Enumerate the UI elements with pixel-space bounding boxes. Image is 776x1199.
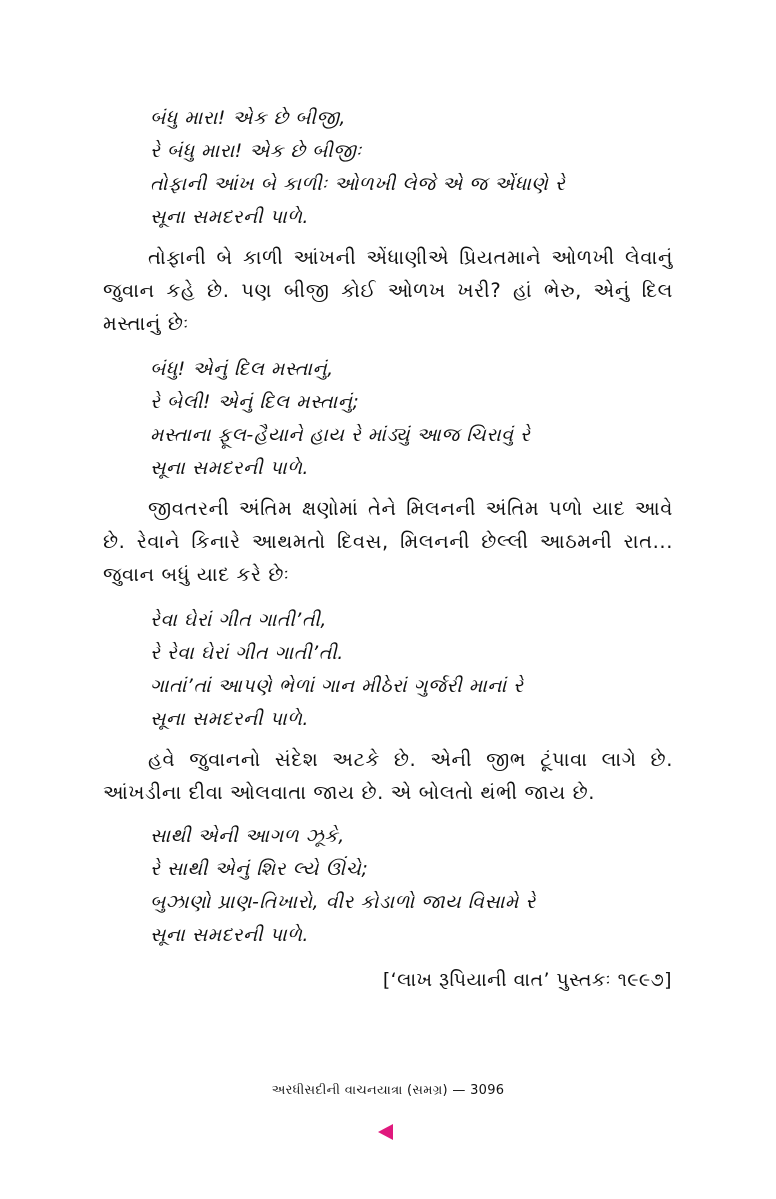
verse-line: રે બંધુ મારા! એક છે બીજીઃ bbox=[150, 140, 362, 162]
verse-line: રે સાથી એનું શિર લ્યે ઊંચે; bbox=[150, 858, 369, 880]
poem-stanza-1 bbox=[150, 102, 690, 234]
verse-line: સૂના સમદરની પાળે. bbox=[150, 457, 309, 479]
poem-stanza-4 bbox=[150, 820, 690, 952]
back-arrow-icon[interactable] bbox=[378, 1124, 393, 1140]
prose-paragraph-2 bbox=[103, 492, 673, 591]
verse-line: સૂના સમદરની પાળે. bbox=[150, 206, 309, 228]
verse-line: રેવા ઘેરાં ગીત ગાતી’તી, bbox=[150, 609, 327, 631]
paragraph-text: તોફાની બે કાળી આંખની એંધાણીએ પ્રિયતમાને ઓળખી લેવાનું જુવાન કહે છે. પણ બીજી કોઈ ઓળખ ખરી? હાં ભેરુ, એનું દિલ મસ્તાનું છેઃ bbox=[103, 246, 673, 335]
prose-paragraph-1 bbox=[103, 241, 673, 340]
page-footer: અરધીસદીની વાચનયાત્રા (સમગ્ર) — 3096 bbox=[271, 1083, 505, 1098]
verse-line: મસ્તાના ફૂલ-હૈયાને હાય રે માંડ્યું આજ ચિરાવું રે bbox=[150, 424, 531, 446]
verse-line: સૂના સમદરની પાળે. bbox=[150, 924, 309, 946]
verse-line: સાથી એની આગળ ઝૂકે, bbox=[150, 825, 345, 847]
poem-stanza-3 bbox=[150, 604, 690, 736]
poem-stanza-2 bbox=[150, 353, 690, 485]
verse-line: તોફાની આંખ બે કાળીઃ ઓળખી લેજે એ જ એંધાણે રે bbox=[150, 173, 566, 195]
verse-line: રે રેવા ઘેરાં ગીત ગાતી’તી. bbox=[150, 642, 344, 664]
verse-line: બંધુ! એનું દિલ મસ્તાનું, bbox=[150, 358, 334, 380]
source-citation: [‘લાખ રૂપિયાની વાત’ પુસ્તકઃ ૧૯૯૭] bbox=[382, 969, 672, 991]
verse-line: સૂના સમદરની પાળે. bbox=[150, 708, 309, 730]
verse-line: બંધુ મારા! એક છે બીજી, bbox=[150, 107, 346, 129]
verse-line: રે બેલી! એનું દિલ મસ્તાનું; bbox=[150, 391, 360, 413]
verse-line: બુઝાણો પ્રાણ-તિખારો, વીર કોડાળો જાય વિસામે રે bbox=[150, 891, 536, 913]
verse-line: ગાતાં’તાં આપણે ભેળાં ગાન મીઠેરાં ગુર્જરી માનાં રે bbox=[150, 675, 524, 697]
paragraph-text: હવે જુવાનનો સંદેશ અટકે છે. એની જીભ ટૂંપાવા લાગે છે. આંખડીના દીવા ઓલવાતા જાય છે. એ બોલતો થંભી જાય છે. bbox=[103, 748, 673, 804]
prose-paragraph-3 bbox=[103, 743, 673, 809]
paragraph-text: જીવતરની અંતિમ ક્ષણોમાં તેને મિલનની અંતિમ પળો યાદ આવે છે. રેવાને કિનારે આથમતો દિવસ, મિલનની છેલ્લી આઠમની રાત... જુવાન બધું યાદ કરે છેઃ bbox=[103, 497, 673, 586]
